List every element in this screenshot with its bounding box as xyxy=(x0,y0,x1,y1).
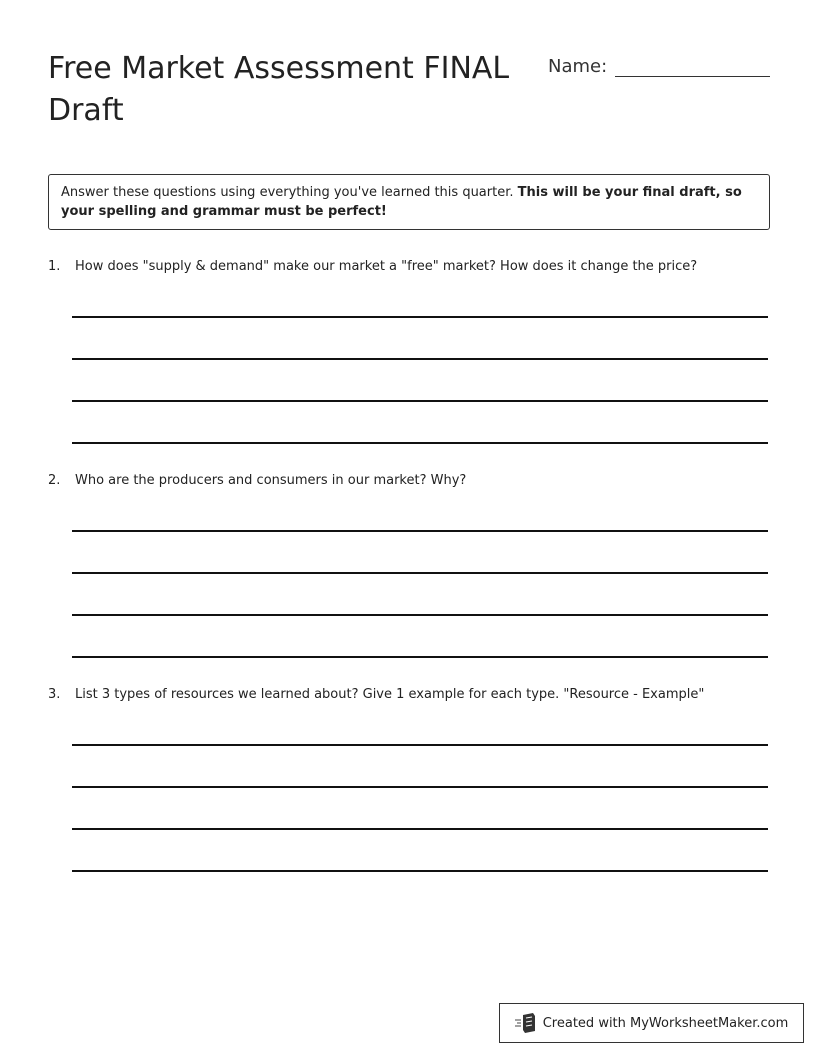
answer-line[interactable] xyxy=(72,530,768,532)
name-field xyxy=(548,52,770,77)
question-3 xyxy=(48,687,768,702)
footer-credit[interactable] xyxy=(499,1003,804,1043)
answer-line[interactable] xyxy=(72,358,768,360)
question-2 xyxy=(48,473,768,488)
answer-line[interactable] xyxy=(72,828,768,830)
instructions-text: Answer these questions using everything you've learned this quarter. xyxy=(61,185,518,200)
answer-line[interactable] xyxy=(72,316,768,318)
question-text: Who are the producers and consumers in our market? Why? xyxy=(75,473,467,488)
name-blank-line[interactable] xyxy=(615,52,770,77)
instructions-bold-text: This will be your final draft, so your spelling and grammar must be perfect! xyxy=(61,185,742,219)
answer-line[interactable] xyxy=(72,870,768,872)
answer-line[interactable] xyxy=(72,786,768,788)
instructions-box xyxy=(48,174,770,230)
page-title: Free Market Assessment FINAL Draft xyxy=(48,51,510,128)
question-number: 3. xyxy=(48,687,61,702)
answer-line[interactable] xyxy=(72,656,768,658)
worksheet-logo-icon xyxy=(515,1013,537,1033)
question-number: 2. xyxy=(48,473,61,488)
question-number: 1. xyxy=(48,259,61,274)
footer-text: Created with MyWorksheetMaker.com xyxy=(542,1015,789,1031)
answer-line[interactable] xyxy=(72,400,768,402)
answer-line[interactable] xyxy=(72,744,768,746)
question-1 xyxy=(48,259,768,274)
name-label: Name: xyxy=(548,56,608,77)
question-text: How does "supply & demand" make our market a "free" market? How does it change the price? xyxy=(75,259,698,274)
answer-line[interactable] xyxy=(72,442,768,444)
question-text: List 3 types of resources we learned about? Give 1 example for each type. "Resource - Example" xyxy=(75,687,705,702)
answer-line[interactable] xyxy=(72,572,768,574)
answer-line[interactable] xyxy=(72,614,768,616)
